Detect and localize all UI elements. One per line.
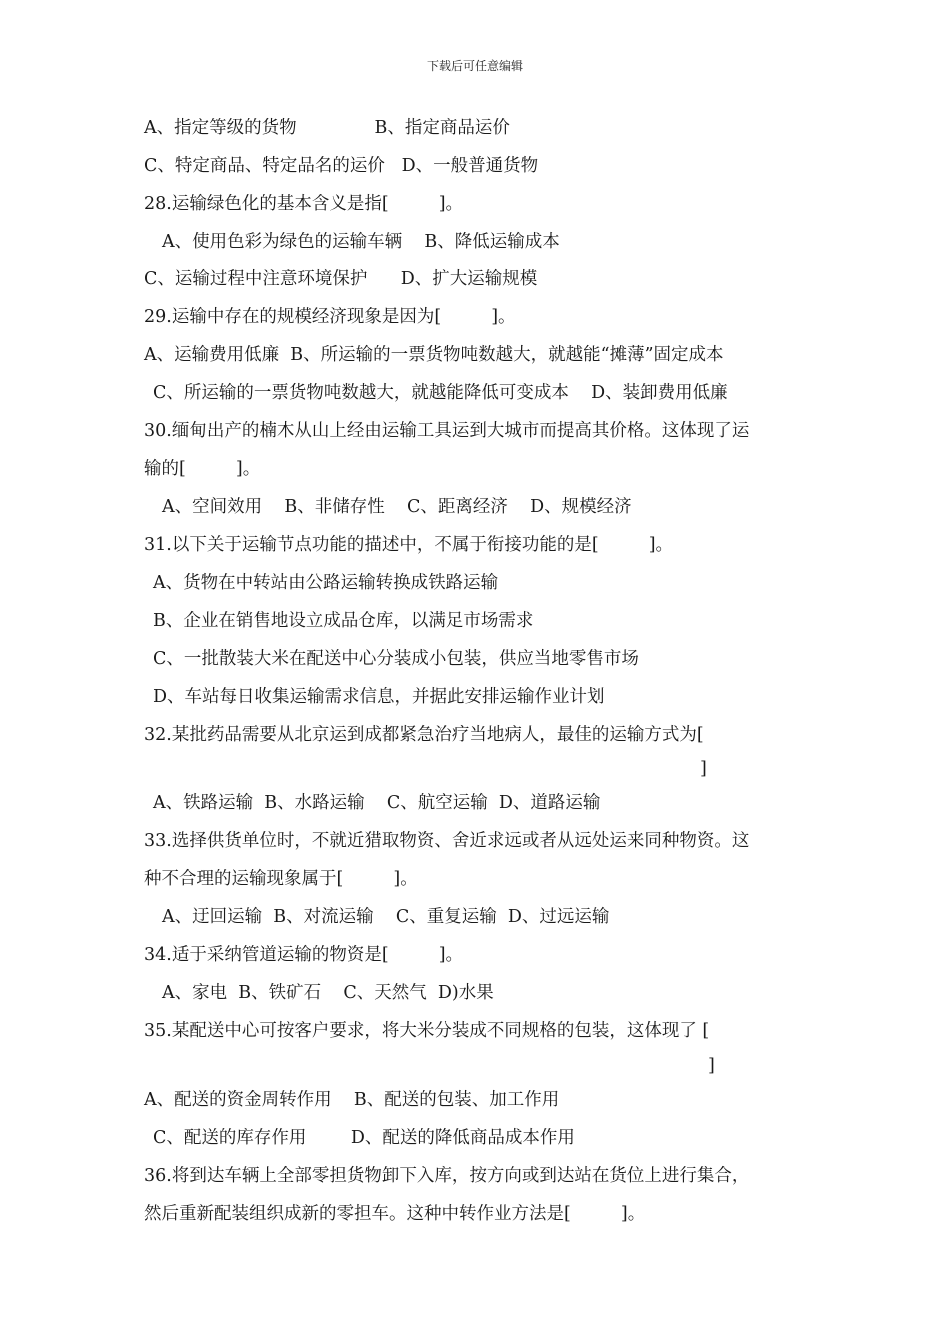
option-31-b: B、企业在销售地设立成品仓库，以满足市场需求 — [153, 611, 534, 631]
question-32-bracket-close: ] — [700, 759, 707, 779]
option-line-28-cd: C、运输过程中注意环境保护 D、扩大运输规模 — [144, 269, 538, 289]
question-36-line-1: 36.将到达车辆上全部零担货物卸下入库，按方向或到达站在货位上进行集合， — [144, 1166, 750, 1186]
option-line-27-ab: A、指定等级的货物 B、指定商品运价 — [144, 118, 510, 138]
option-line-35-ab: A、配送的资金周转作用 B、配送的包装、加工作用 — [144, 1090, 560, 1110]
question-31: 31.以下关于运输节点功能的描述中，不属于衔接功能的是[ ]。 — [144, 535, 674, 555]
option-line-29-ab: A、运输费用低廉 B、所运输的一票货物吨数越大，就越能“摊薄”固定成本 — [144, 345, 724, 365]
question-29: 29.运输中存在的规模经济现象是因为[ ]。 — [144, 307, 516, 327]
option-line-28-ab: A、使用色彩为绿色的运输车辆 B、降低运输成本 — [162, 232, 560, 252]
question-36-line-2: 然后重新配装组织成新的零担车。这种中转作业方法是[ ]。 — [144, 1204, 646, 1224]
question-34: 34.适于采纳管道运输的物资是[ ]。 — [144, 945, 464, 965]
question-32: 32.某批药品需要从北京运到成都紧急治疗当地病人，最佳的运输方式为[ — [144, 725, 704, 745]
question-30-line-1: 30.缅甸出产的楠木从山上经由运输工具运到大城市而提高其价格。这体现了运 — [144, 421, 750, 441]
option-31-d: D、车站每日收集运输需求信息，并据此安排运输作业计划 — [153, 687, 605, 707]
option-line-30: A、空间效用 B、非储存性 C、距离经济 D、规模经济 — [162, 497, 632, 517]
option-31-c: C、一批散装大米在配送中心分装成小包装，供应当地零售市场 — [153, 649, 639, 669]
question-33-line-1: 33.选择供货单位时，不就近猎取物资、舍近求远或者从远处运来同种物资。这 — [144, 831, 750, 851]
question-30-line-2: 输的[ ]。 — [144, 459, 261, 479]
option-31-a: A、货物在中转站由公路运输转换成铁路运输 — [153, 573, 499, 593]
question-33-line-2: 种不合理的运输现象属于[ ]。 — [144, 869, 418, 889]
option-line-34: A、家电 B、铁矿石 C、天然气 D)水果 — [162, 983, 494, 1003]
option-line-29-cd: C、所运输的一票货物吨数越大，就越能降低可变成本 D、装卸费用低廉 — [153, 383, 728, 403]
question-35: 35.某配送中心可按客户要求，将大米分装成不同规格的包装，这体现了 [ — [144, 1021, 710, 1041]
question-35-bracket-close: ] — [708, 1056, 715, 1076]
page-header: 下载后可任意编辑 — [426, 59, 523, 73]
question-28: 28.运输绿色化的基本含义是指[ ]。 — [144, 194, 464, 214]
option-line-33: A、迂回运输 B、对流运输 C、重复运输 D、过远运输 — [162, 907, 610, 927]
option-line-35-cd: C、配送的库存作用 D、配送的降低商品成本作用 — [153, 1128, 575, 1148]
option-line-27-cd: C、特定商品、特定品名的运价 D、一般普通货物 — [144, 156, 539, 176]
option-line-32: A、铁路运输 B、水路运输 C、航空运输 D、道路运输 — [153, 793, 601, 813]
